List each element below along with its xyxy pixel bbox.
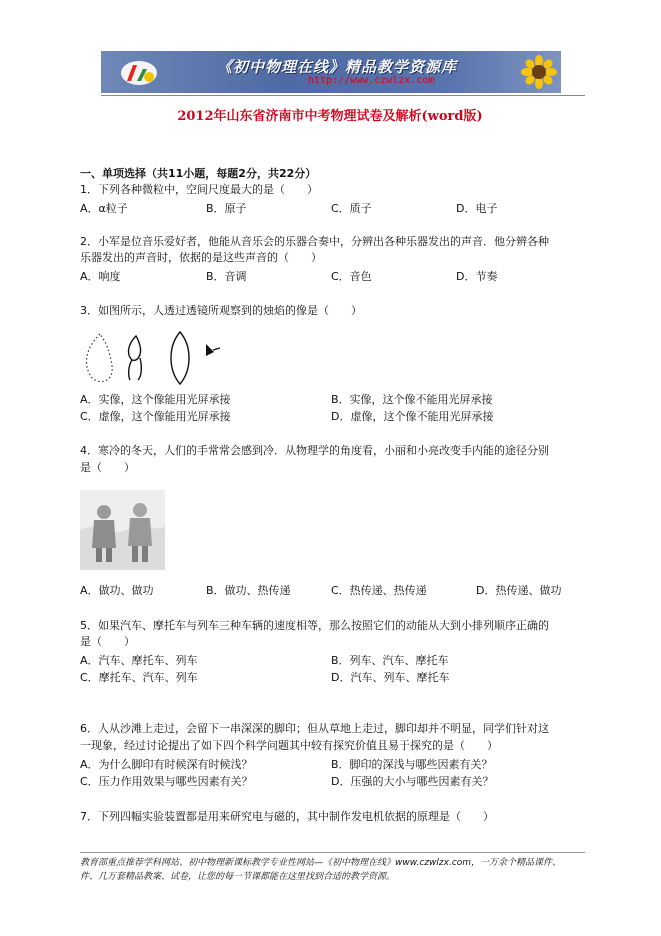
q6-option-d: D．压强的大小与哪些因素有关？: [331, 775, 494, 788]
question-7-stem: 7．下列四幅实验装置都是用来研究电与磁的，其中制作发电机依据的原理是（ ）: [80, 810, 494, 823]
q4-option-a: A．做功、做功: [80, 584, 154, 597]
document-title: 2012年山东省济南市中考物理试卷及解析(word版): [177, 109, 483, 124]
q2-option-b: B．音调: [206, 270, 247, 283]
q2-option-c: C．音色: [331, 270, 372, 283]
q3-option-d: D．虚像，这个像不能用光屏承接: [331, 410, 494, 423]
question-5-stem-line1: 5．如果汽车、摩托车与列车三种车辆的速度相等，那么按照它们的动能从大到小排列顺序正确的: [80, 619, 549, 632]
question-3-stem: 3．如图所示，人透过透镜所观察到的烛焰的像是（ ）: [80, 304, 362, 317]
question-1-stem: 1．下列各种微粒中，空间尺度最大的是（ ）: [80, 183, 318, 196]
q1-option-d: D．电子: [456, 202, 498, 215]
question-6-stem-line1: 6．人从沙滩上走过，会留下一串深深的脚印；但从草地上走过，脚印却并不明显，同学们针对这: [80, 722, 549, 735]
section-heading: 一、单项选择（共11小题，每题2分，共22分）: [80, 167, 317, 180]
q1-option-c: C．质子: [331, 202, 372, 215]
question-2-stem-line2: 乐器发出的声音时，依据的是这些声音的（ ）: [80, 251, 322, 264]
q2-option-d: D．节奏: [456, 270, 498, 283]
banner-title: 《初中物理在线》精品教学资源库: [217, 58, 458, 76]
footer-line-1: 教育部重点推荐学科网站、初中物理新课标教学专业性网站—《初中物理在线》www.czwlzx.com，一万余个精品课件、: [80, 858, 562, 868]
header-banner: [101, 51, 561, 93]
q3-option-b: B．实像，这个像不能用光屏承接: [331, 393, 493, 406]
q4-option-d: D．热传递、做功: [476, 584, 562, 597]
question-4-stem-line2: 是（ ）: [80, 461, 135, 474]
q6-option-c: C．压力作用效果与哪些因素有关？: [80, 775, 253, 788]
header-rule: [101, 95, 585, 96]
footer-line-2: 件、几万套精品教案、试卷，让您的每一节课都能在这里找到合适的教学资源。: [80, 872, 396, 882]
q1-option-b: B．原子: [206, 202, 247, 215]
site-logo-icon: [119, 57, 159, 87]
sunflower-icon: [519, 55, 559, 89]
question-4-stem-line1: 4．寒冷的冬天，人们的手常常会感到冷．从物理学的角度看，小丽和小亮改变手内能的途径分别: [80, 444, 549, 457]
q5-option-b: B．列车、汽车、摩托车: [331, 654, 449, 667]
q2-option-a: A．响度: [80, 270, 121, 283]
q3-option-a: A．实像，这个像能用光屏承接: [80, 393, 231, 406]
lens-candle-figure: [80, 330, 225, 386]
q4-option-c: C．热传递、热传递: [331, 584, 427, 597]
q3-option-c: C．虚像，这个像能用光屏承接: [80, 410, 231, 423]
banner-url[interactable]: http://www.czwlzx.com: [308, 75, 435, 86]
q5-option-d: D．汽车、列车、摩托车: [331, 671, 450, 684]
q4-option-b: B．做功、热传递: [206, 584, 291, 597]
footer-rule: [80, 852, 585, 853]
q5-option-a: A．汽车、摩托车、列车: [80, 654, 198, 667]
q6-option-b: B．脚印的深浅与哪些因素有关？: [331, 758, 493, 771]
children-winter-figure: [80, 490, 165, 570]
question-6-stem-line2: 一现象，经过讨论提出了如下四个科学问题其中较有探究价值且易于探究的是（ ）: [80, 739, 498, 752]
question-2-stem-line1: 2．小军是位音乐爱好者，他能从音乐会的乐器合奏中，分辨出各种乐器发出的声音．他分辨各种: [80, 235, 549, 248]
q6-option-a: A．为什么脚印有时候深有时候浅？: [80, 758, 253, 771]
question-5-stem-line2: 是（ ）: [80, 635, 135, 648]
q1-option-a: A．α粒子: [80, 202, 128, 215]
q5-option-c: C．摩托车、汽车、列车: [80, 671, 198, 684]
